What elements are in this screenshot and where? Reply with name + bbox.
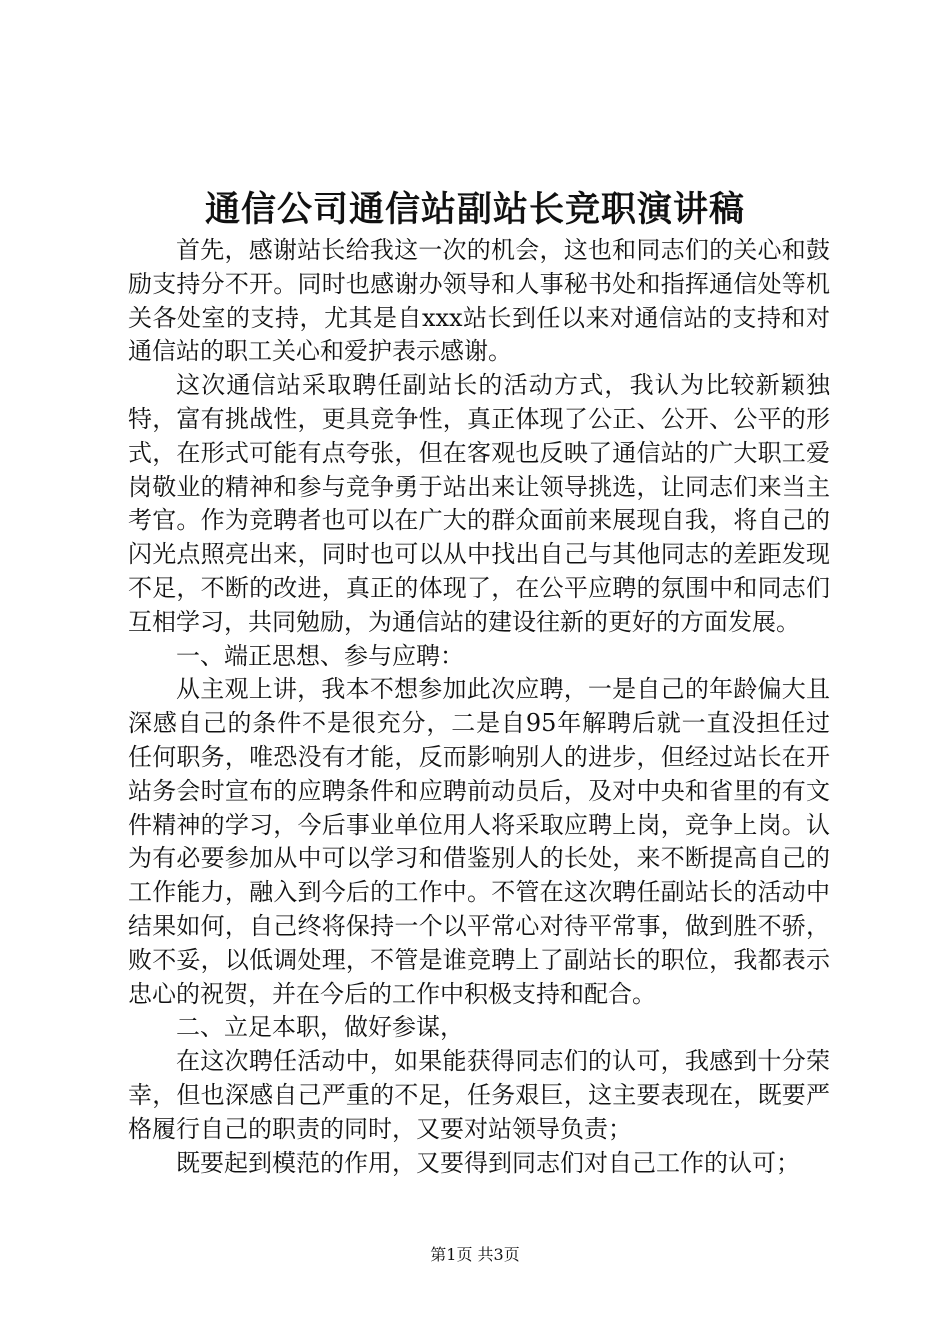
- page-number: 第1页 共3页: [430, 1245, 520, 1264]
- document-title: 通信公司通信站副站长竞职演讲稿: [204, 189, 745, 230]
- paragraph-model-role: 既要起到模范的作用，又要得到同志们对自己工作的认可；: [176, 1148, 800, 1177]
- paragraph-subjective: 从主观上讲，我本不想参加此次应聘，一是自己的年龄偏大且深感自己的条件不是很充分，二是自95年解聘后就一直没担任过任何职务，唯恐没有才能，反而影响别人的进步，但经过站长在开站务会时宣布的应聘条件和应聘前动员后，及对中央和省里的有文件精神的学习，今后事业单位用人将采取应聘上岗，竞争上岗。认为有必要参加从中可以学习和借鉴别人的长处，来不断提高自己的工作能力，融入到今后的工作中。不管在这次聘任副站长的活动中结果如何，自己终将保持一个以平常心对待平常事，做到胜不骄，败不妥，以低调处理，不管是谁竞聘上了副站长的职位，我都表示忠心的祝贺，并在今后的工作中积极支持和配合。: [128, 675, 830, 1008]
- section-heading-2: 二、立足本职，做好参谋，: [176, 1013, 464, 1042]
- paragraph-thanks: 首先，感谢站长给我这一次的机会，这也和同志们的关心和鼓励支持分不开。同时也感谢办领导和人事秘书处和指挥通信处等机关各处室的支持，尤其是自xxx站长到任以来对通信站的支持和对通信站的职工关心和爱护表示感谢。: [128, 236, 830, 366]
- section-heading-1: 一、端正思想、参与应聘：: [176, 641, 464, 670]
- paragraph-competition: 这次通信站采取聘任副站长的活动方式，我认为比较新颖独特，富有挑战性，更具竞争性，真正体现了公正、公开、公平的形式，在形式可能有点夸张，但在客观也反映了通信站的广大职工爱岗敬业的精神和参与竞争勇于站出来让领导挑选，让同志们来当主考官。作为竞聘者也可以在广大的群众面前来展现自我，将自己的闪光点照亮出来，同时也可以从中找出自己与其他同志的差距发现不足，不断的改进，真正的体现了，在公平应聘的氛围中和同志们互相学习，共同勉励，为通信站的建设往新的更好的方面发展。: [128, 371, 830, 636]
- document-body: [128, 234, 830, 1180]
- paragraph-recognition: 在这次聘任活动中，如果能获得同志们的认可，我感到十分荣幸，但也深感自己严重的不足，任务艰巨，这主要表现在，既要严格履行自己的职责的同时，又要对站领导负责；: [128, 1047, 830, 1143]
